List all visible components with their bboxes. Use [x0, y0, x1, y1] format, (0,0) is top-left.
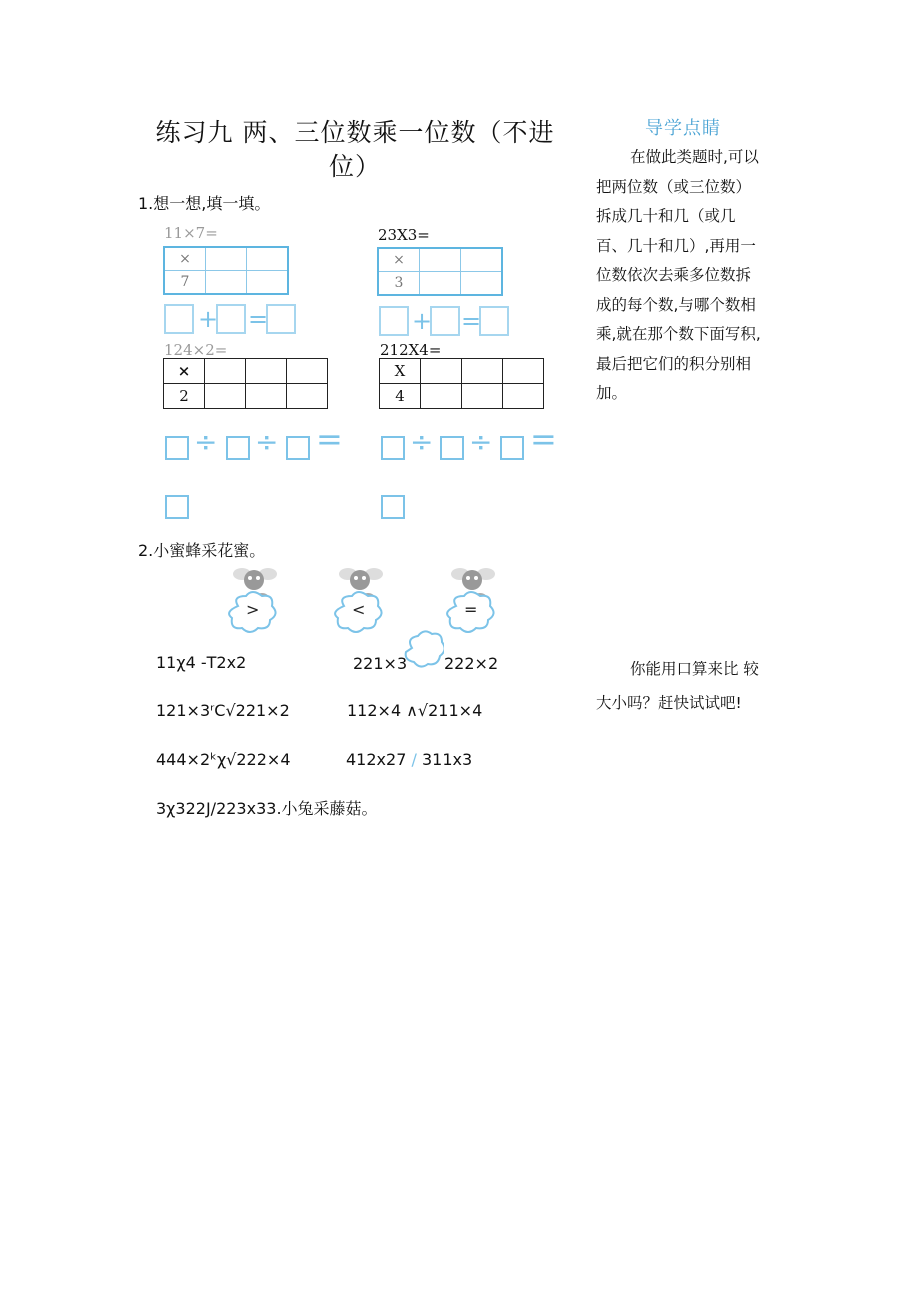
blank-cell[interactable] [461, 248, 503, 272]
grid-23x3 [377, 247, 503, 296]
blank-cell[interactable] [461, 272, 503, 296]
blank-cell[interactable] [246, 384, 287, 409]
flower-icon[interactable] [404, 630, 444, 670]
blank-cell[interactable] [421, 359, 462, 384]
blank-cell[interactable] [205, 384, 246, 409]
tip-line: 位数依次去乘多位数拆 [596, 266, 752, 284]
compare-row-3-left: 444×2ᵏχ√222×4 [156, 750, 291, 769]
answer-box[interactable] [381, 436, 405, 460]
sign-cell: × [378, 248, 420, 272]
answer-box[interactable] [381, 495, 405, 519]
blank-cell[interactable] [206, 271, 247, 295]
answer-box[interactable] [430, 306, 460, 336]
grid-124x2 [163, 358, 328, 409]
answer-box[interactable] [226, 436, 250, 460]
question-2-label: 2.小蜜蜂采花蜜。 [138, 541, 266, 560]
compare-row-1-right-b: 222×2 [444, 654, 499, 673]
note-line: 大小吗？赶快试试吧! [596, 694, 742, 712]
answer-box[interactable] [165, 495, 189, 519]
answer-box[interactable] [286, 436, 310, 460]
multiplier-cell: 2 [164, 384, 205, 409]
blank-cell[interactable] [247, 247, 289, 271]
blank-cell[interactable] [503, 384, 544, 409]
sidebar-tip [596, 143, 781, 409]
answer-box[interactable] [479, 306, 509, 336]
blank-cell[interactable] [462, 359, 503, 384]
answer-box[interactable] [164, 304, 194, 334]
tip-line: 百、几十和几）,再用一 [596, 236, 756, 255]
bee-less[interactable] [330, 560, 390, 640]
expr-11x7: 11×7= [164, 224, 218, 242]
blank-cell[interactable] [205, 359, 246, 384]
compare-symbol: > [246, 600, 260, 619]
note-line: 你能用口算来比 较 [630, 660, 759, 678]
answer-box[interactable] [165, 436, 189, 460]
plus-sign: ÷ [255, 425, 279, 458]
expr-212x4: 212X4= [380, 341, 442, 359]
compare-row-4: 3χ322J/223x33.小兔采藤菇。 [156, 799, 378, 818]
equals-sign: = [530, 420, 557, 458]
equals-sign: = [316, 420, 343, 458]
blank-cell[interactable] [421, 384, 462, 409]
blank-cell[interactable] [503, 359, 544, 384]
blank-cell[interactable] [287, 359, 328, 384]
plus-sign: ÷ [194, 425, 218, 458]
page-title [150, 116, 560, 184]
plus-sign: + [412, 307, 433, 335]
compare-row-3-right [346, 750, 472, 769]
multiplier-cell: 7 [164, 271, 206, 295]
bee-greater[interactable] [224, 560, 284, 640]
compare-symbol: = [464, 600, 478, 619]
multiplier-cell: 3 [378, 272, 420, 296]
sign-cell: × [164, 359, 205, 384]
equals-sign: = [248, 305, 269, 333]
answer-box[interactable] [440, 436, 464, 460]
expr-124x2: 124×2= [164, 341, 228, 359]
multiplier-cell: 4 [380, 384, 421, 409]
blank-cell[interactable] [246, 359, 287, 384]
blank-cell[interactable] [206, 247, 247, 271]
tip-line: 成的每个数,与哪个数相 [596, 295, 756, 314]
blank-cell[interactable] [420, 248, 461, 272]
compare-row-3-right-a: 412x27 [346, 750, 407, 769]
compare-row-1-right: 221×3 [353, 654, 408, 673]
compare-row-2-right: 112×4 ∧√211×4 [347, 701, 483, 720]
question-1-label: 1.想一想,填一填。 [138, 194, 271, 213]
blank-cell[interactable] [247, 271, 289, 295]
sign-cell: X [380, 359, 421, 384]
compare-row-2-left: 121×3ʳC√221×2 [156, 701, 290, 720]
slash-mark: / [411, 750, 417, 769]
answer-box[interactable] [216, 304, 246, 334]
answer-box[interactable] [266, 304, 296, 334]
plus-sign: + [198, 305, 219, 333]
plus-sign: ÷ [469, 425, 493, 458]
tip-line: 最后把它们的积分别相 [596, 354, 752, 373]
grid-11x7 [163, 246, 289, 295]
tip-line: 乘,就在那个数下面写积, [596, 325, 761, 343]
plus-sign: ÷ [410, 425, 434, 458]
bee-equal[interactable] [442, 560, 502, 640]
blank-cell[interactable] [462, 384, 503, 409]
sidebar-heading: 导学点睛 [645, 118, 721, 139]
sign-cell: × [164, 247, 206, 271]
answer-box[interactable] [379, 306, 409, 336]
sidebar-note [596, 652, 781, 720]
title-line-2: 位） [328, 152, 381, 181]
compare-row-3-right-b: 311x3 [421, 750, 473, 769]
compare-row-1-left: 11χ4 -T2x2 [156, 653, 247, 672]
compare-symbol: < [352, 600, 366, 619]
answer-box[interactable] [500, 436, 524, 460]
grid-212x4 [379, 358, 544, 409]
title-line-1: 练习九 两、三位数乘一位数（不进 [155, 118, 555, 147]
equals-sign: = [461, 307, 482, 335]
blank-cell[interactable] [420, 272, 461, 296]
tip-line: 拆成几十和几（或几 [596, 207, 736, 225]
expr-23x3: 23X3= [378, 226, 430, 244]
tip-line: 在做此类题时,可以 [630, 148, 759, 166]
tip-line: 加。 [596, 384, 628, 402]
tip-line: 把两位数（或三位数） [596, 177, 752, 196]
blank-cell[interactable] [287, 384, 328, 409]
